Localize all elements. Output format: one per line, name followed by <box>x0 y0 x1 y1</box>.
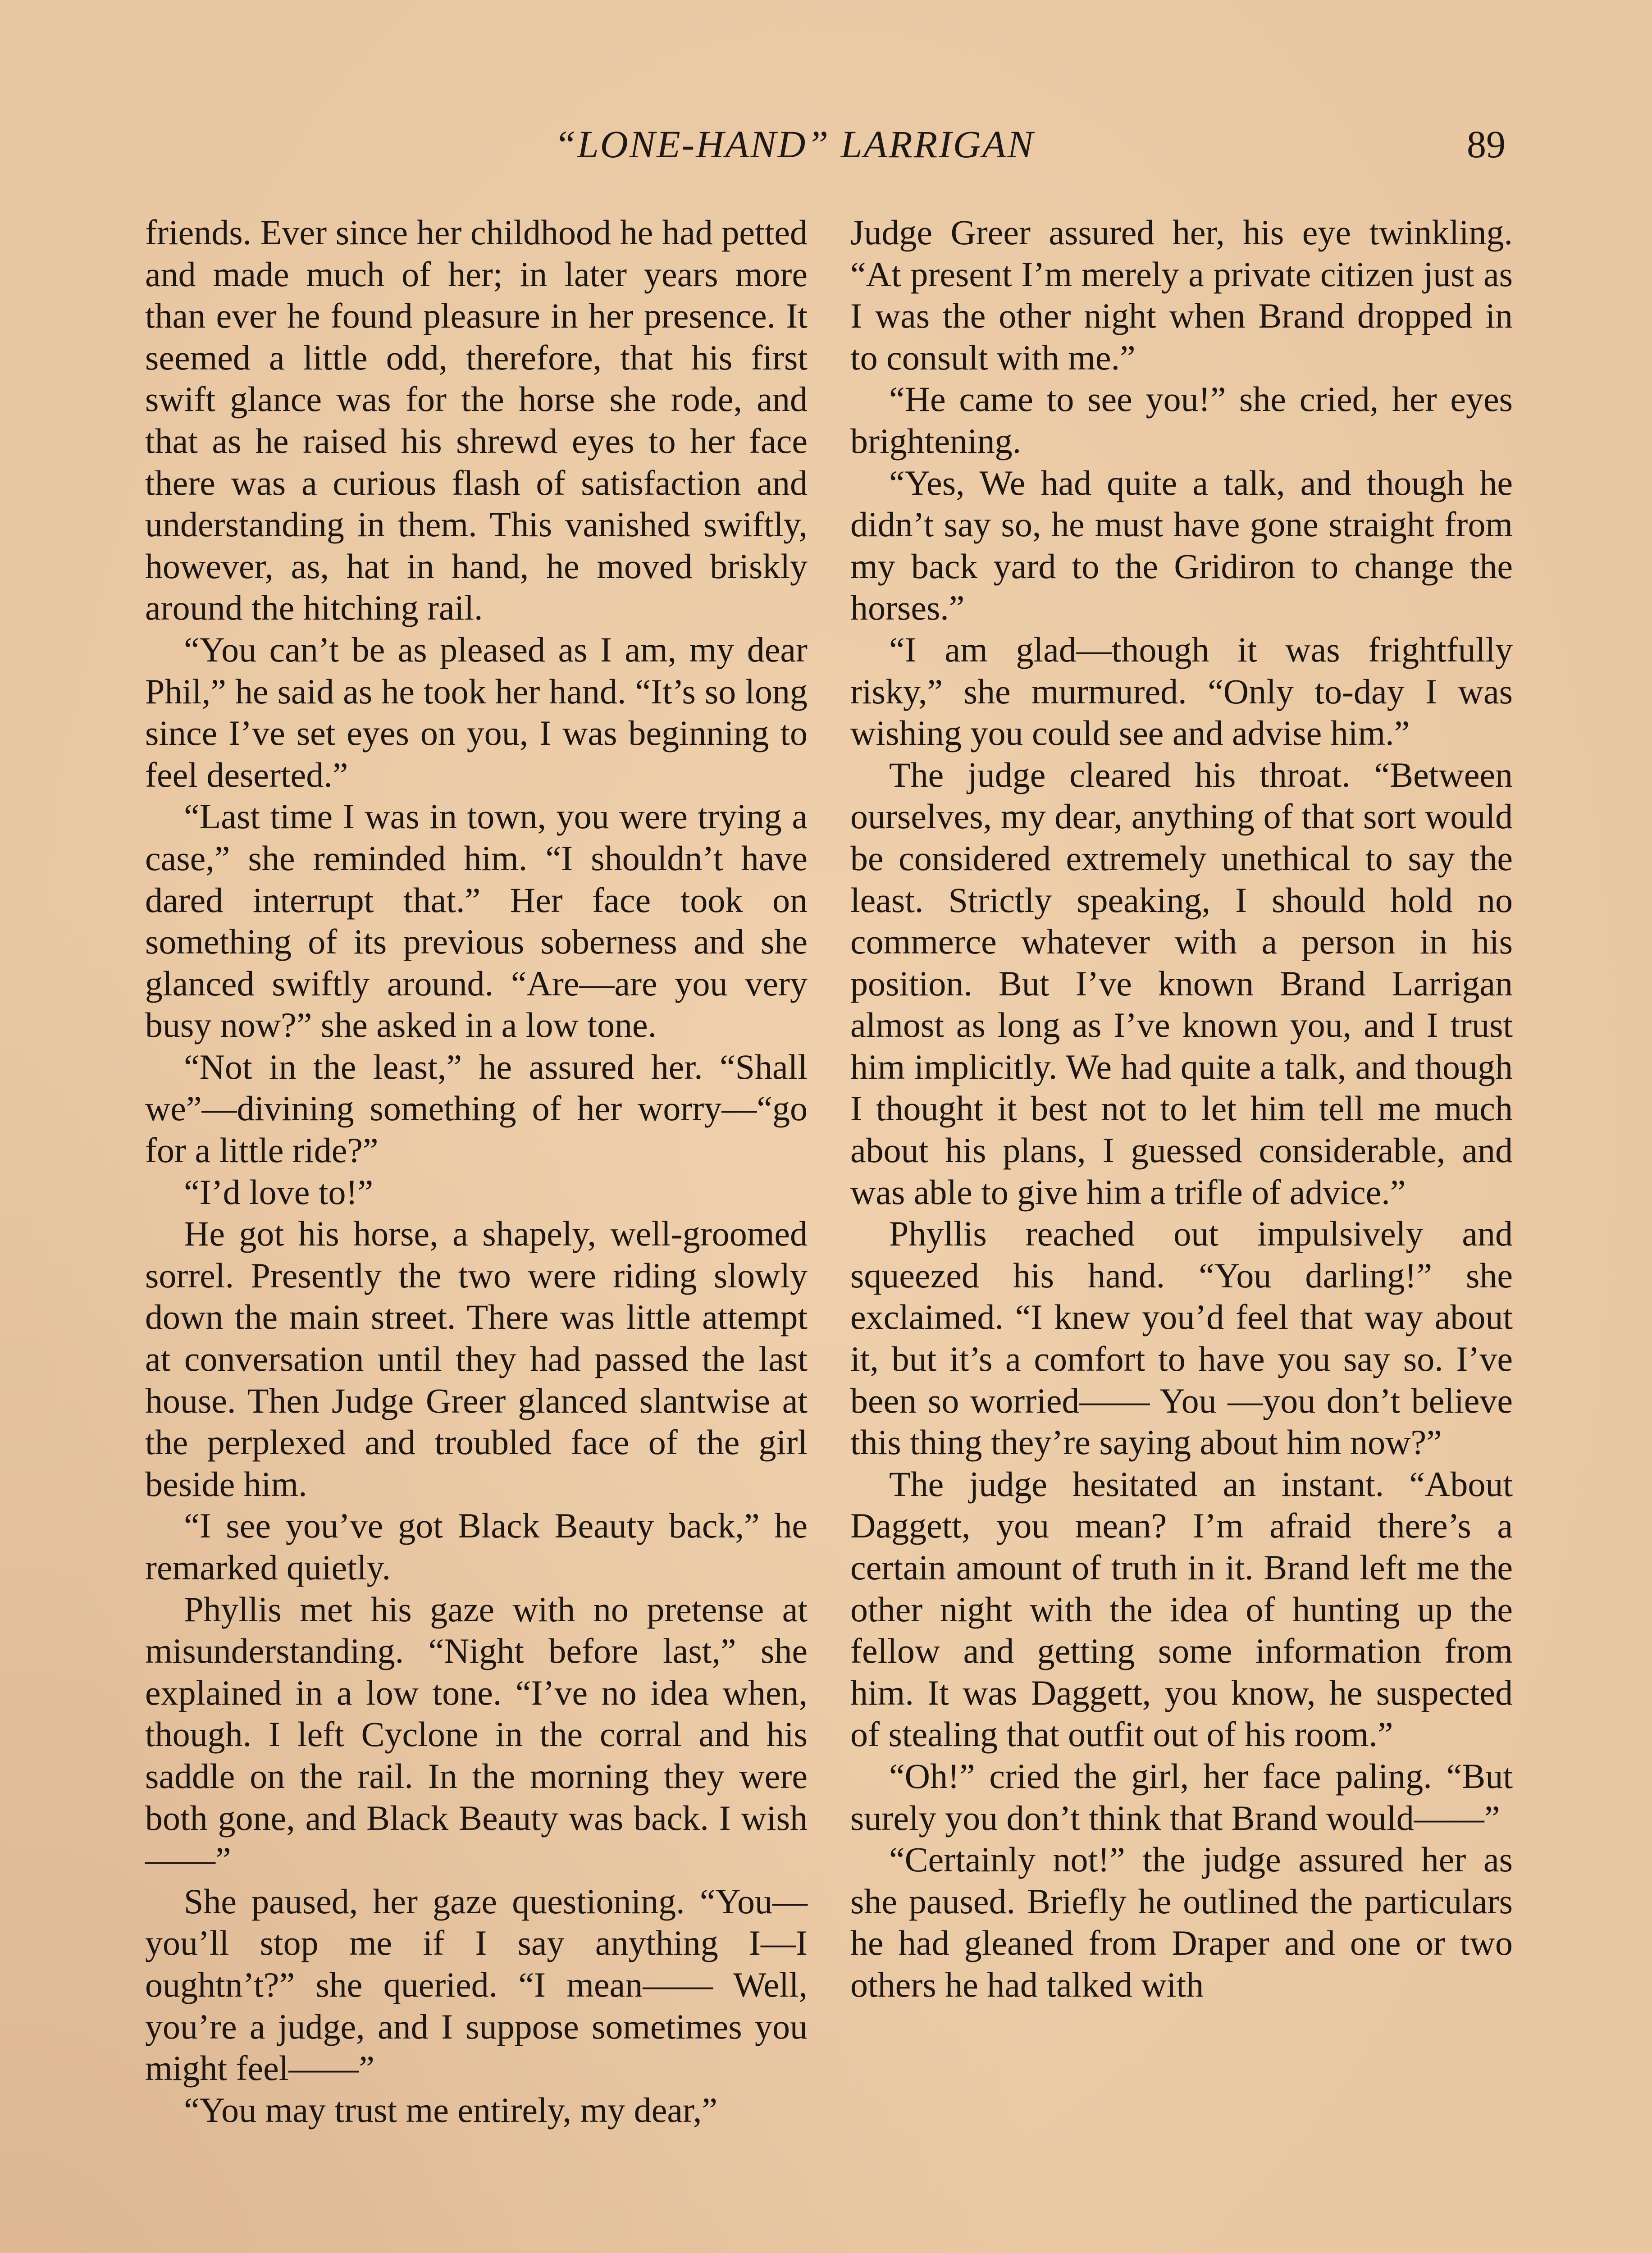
paragraph: “Yes, We had quite a talk, and though he didn’t say so, he must have gone straight from my back yard to the Gridiron to change the horses.” <box>850 463 1513 628</box>
paragraph: “Not in the least,” he assured her. “Shall we”—divining something of her worry—“go for a little ride?” <box>145 1047 808 1170</box>
paragraph: “I see you’ve got Black Beauty back,” he remarked quietly. <box>145 1506 808 1587</box>
paragraph: Phyllis met his gaze with no pretense at misunderstanding. “Night before last,” she explained in a low tone. “I’ve no idea when, though. I left Cyclone in the corral and his saddle on the rail. In the morning they were both gone, and Black Beauty was back. I wish——” <box>145 1589 808 1879</box>
right-text-column <box>850 212 1513 2006</box>
paragraph: “You may trust me entirely, my dear,” <box>184 2090 717 2130</box>
paragraph: He got his horse, a shapely, well-groomed sorrel. Presently the two were riding slowly down the main street. There was little attempt at conversation until they had passed the last house. Then Judge Greer glanced slantwise at the perplexed and troubled face of the girl beside him. <box>145 1214 808 1504</box>
paragraph: “He came to see you!” she cried, her eyes brightening. <box>850 379 1513 461</box>
paragraph: “I am glad—though it was frightfully risky,” she murmured. “Only to-day I was wishing you could see and advise him.” <box>850 629 1513 753</box>
paragraph: “Certainly not!” the judge assured her as she paused. Briefly he outlined the particulars he had gleaned from Draper and one or two others he had talked with <box>850 1840 1513 2004</box>
paragraph: The judge hesitated an instant. “About Daggett, you mean? I’m afraid there’s a certain amount of truth in it. Brand left me the other night with the idea of hunting up the fellow and getting some information from him. It was Daggett, you know, he suspected of stealing that outfit out of his room.” <box>850 1464 1513 1754</box>
running-head-title: “LONE-HAND” LARRIGAN <box>554 123 1035 166</box>
paragraph: “Last time I was in town, you were trying a case,” she reminded him. “I shouldn’t have dared interrupt that.” Her face took on something of its previous soberness and she glanced swiftly around. “Are—are you very busy now?” she asked in a low tone. <box>145 797 808 1045</box>
paragraph: She paused, her gaze questioning. “You—you’ll stop me if I say anything I—I oughtn’t?” she queried. “I mean—— Well, you’re a judge, and I suppose sometimes you might feel——” <box>145 1881 808 2088</box>
left-text-column <box>145 212 808 2131</box>
paragraph: “Oh!” cried the girl, her face paling. “But surely you don’t think that Brand would——” <box>850 1756 1513 1838</box>
paragraph: friends. Ever since her childhood he had petted and made much of her; in later years more than ever he found pleasure in her presence. It seemed a little odd, therefore, that his first swift glance was for the horse she rode, and that as he raised his shrewd eyes to her face there was a curious flash of satisfaction and understanding in them. This vanished swiftly, however, as, hat in hand, he moved briskly around the hitching rail. <box>145 213 808 628</box>
paragraph: Phyllis reached out impulsively and squeezed his hand. “You darling!” she exclaimed. “I knew you’d feel that way about it, but it’s a comfort to have you say so. I’ve been so worried—— You —you don’t believe this thing they’re saying about him now?” <box>850 1214 1513 1462</box>
page-number: 89 <box>1467 123 1506 166</box>
paragraph: The judge cleared his throat. “Between ourselves, my dear, anything of that sort would be considered extremely unethical to say the least. Strictly speaking, I should hold no commerce whatever with a person in his position. But I’ve known Brand Larrigan almost as long as I’ve known you, and I trust him implicitly. We had quite a talk, and though I thought it best not to let him tell me much about his plans, I guessed considerable, and was able to give him a trifle of advice.” <box>850 755 1513 1212</box>
paragraph: “You can’t be as pleased as I am, my dear Phil,” he said as he took her hand. “It’s so long since I’ve set eyes on you, I was beginning to feel deserted.” <box>145 629 808 794</box>
paragraph: Judge Greer assured her, his eye twinkling. “At present I’m merely a private citizen just as I was the other night when Brand dropped in to consult with me.” <box>850 213 1513 377</box>
paragraph: “I’d love to!” <box>184 1172 374 1212</box>
